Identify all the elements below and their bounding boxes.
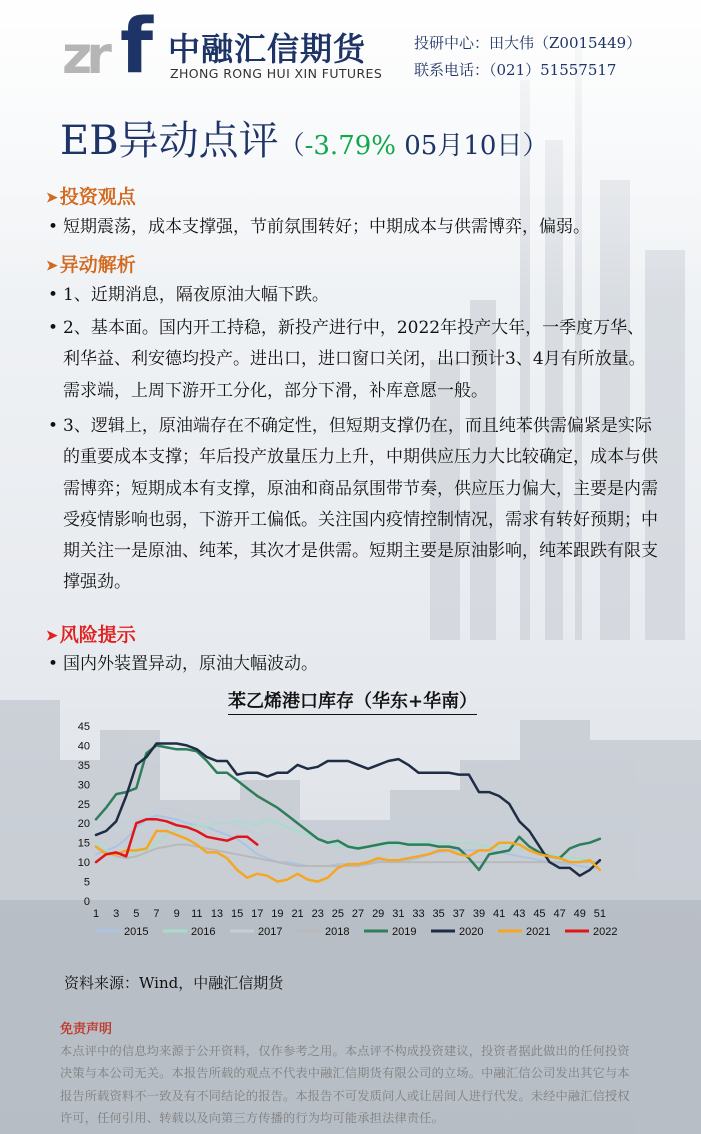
x-tick-label: 47 xyxy=(553,908,566,920)
company-name-cn: 中融汇信期货 xyxy=(168,30,367,68)
company-name-en: ZHONG RONG HUI XIN FUTURES xyxy=(170,66,383,81)
legend-label-2015: 2015 xyxy=(124,926,149,938)
x-tick-label: 31 xyxy=(392,908,405,920)
title-date: 05月10日） xyxy=(396,131,549,161)
x-tick-label: 13 xyxy=(210,908,224,920)
y-tick-label: 45 xyxy=(77,721,90,733)
bullet-text: 短期震荡，成本支撑强，节前氛围转好；中期成本与供需博弈，偏弱。 xyxy=(63,217,590,237)
section-heading-view xyxy=(46,182,136,209)
x-tick-label: 39 xyxy=(472,908,486,920)
y-tick-label: 15 xyxy=(77,837,90,850)
logo-letter-f: f xyxy=(120,1,154,90)
company-logo-mark xyxy=(62,1,162,90)
bullet-icon: • xyxy=(48,217,59,237)
y-tick-label: 30 xyxy=(77,779,90,792)
y-tick-label: 10 xyxy=(77,857,90,870)
x-tick-label: 19 xyxy=(271,908,284,920)
series-line-2019 xyxy=(96,745,600,870)
section-heading-analysis-label: 异动解析 xyxy=(59,254,136,276)
x-tick-label: 11 xyxy=(191,908,203,920)
list-item xyxy=(48,212,660,243)
legend-label-2016: 2016 xyxy=(191,926,216,938)
x-tick-label: 27 xyxy=(351,908,365,920)
x-tick-label: 3 xyxy=(113,908,120,920)
legend-label-2020: 2020 xyxy=(459,926,484,938)
section-heading-analysis xyxy=(46,250,136,277)
x-tick-label: 37 xyxy=(452,908,465,920)
x-tick-label: 21 xyxy=(291,908,304,920)
bullet-text: 国内外装置异动，原油大幅波动。 xyxy=(63,654,318,674)
bullet-text: 3、逻辑上，原油端存在不确定性，但短期支撑仍在，而且纯苯供需偏紧是实际的重要成本支撑；年后投产放量压力上升，中期供应压力大比较确定，成本与供需博弈；短期成本有支撑，原油和商品氛围带节奏，供应压力偏大，主要是内需受疫情影响也弱，下游开工偏低。关注国内疫情控制情况，需求有转好预期；中期关注一是原油、纯苯，其次才是供需。短期主要是原油影响，纯苯跟跌有限支撑强劲。 xyxy=(63,416,658,593)
chart-title: 苯乙烯港口库存（华东+华南） xyxy=(228,687,477,715)
y-tick-label: 40 xyxy=(77,740,90,753)
x-tick-label: 35 xyxy=(432,908,445,920)
data-source: 资料来源：Wind，中融汇信期货 xyxy=(64,974,284,992)
bullet-icon: • xyxy=(48,416,59,436)
section-heading-risk xyxy=(46,620,136,647)
x-tick-label: 45 xyxy=(533,908,546,920)
x-tick-label: 41 xyxy=(493,908,506,920)
legend-label-2021: 2021 xyxy=(526,926,551,938)
disclaimer-title: 免责声明 xyxy=(60,1022,113,1037)
section-heading-risk-label: 风险提示 xyxy=(59,624,136,646)
bullet-text: 2、基本面。国内开工持稳，新投产进行中，2022年投产大年，一季度万华、利华益、利安德均投产。进出口，进口窗口关闭，出口预计3、4月有所放量。需求端，上周下游开工分化，部分下滑，补库意愿一般。 xyxy=(63,318,646,401)
y-tick-label: 25 xyxy=(77,798,90,811)
bullet-icon: • xyxy=(48,318,59,338)
list-item xyxy=(48,649,660,680)
phone-contact: 联系电话：（021）51557517 xyxy=(414,61,617,79)
x-tick-label: 7 xyxy=(153,908,160,920)
y-tick-label: 20 xyxy=(77,818,90,831)
x-tick-label: 29 xyxy=(372,908,385,920)
logo-letters-zr: zr xyxy=(62,26,106,86)
legend-label-2022: 2022 xyxy=(593,926,618,938)
bullet-icon: • xyxy=(48,654,59,674)
list-item xyxy=(48,411,660,599)
y-tick-label: 35 xyxy=(77,759,90,772)
disclaimer-text: 本点评中的信息均来源于公开资料，仅作参考之用。本点评不构成投资建议，投资者据此做出的任何投资决策与本公司无关。本报告所载的观点不代表中融汇信期货有限公司的立场。中融汇信公司发出其它与本报告所载资料不一致及有不同结论的报告。本报告不可发质问人或让居间人进行代发。未经中融汇信授权许可，任何引用、转载以及向第三方传播的行为均可能承担法律责任。 xyxy=(60,1044,630,1126)
series-line-2017 xyxy=(96,808,600,870)
legend-label-2019: 2019 xyxy=(392,926,417,938)
x-tick-label: 9 xyxy=(173,908,180,920)
x-tick-label: 25 xyxy=(331,908,345,920)
page-title xyxy=(60,116,548,174)
x-tick-label: 15 xyxy=(230,908,244,920)
x-tick-label: 51 xyxy=(593,908,607,920)
arrow-icon: ➤ xyxy=(46,190,58,206)
x-tick-label: 43 xyxy=(513,908,526,920)
x-tick-label: 33 xyxy=(412,908,425,920)
y-tick-label: 5 xyxy=(83,876,90,889)
x-tick-label: 5 xyxy=(133,908,140,920)
title-percent-change: -3.79% xyxy=(304,131,396,161)
arrow-icon: ➤ xyxy=(46,258,58,274)
x-tick-label: 17 xyxy=(251,908,264,920)
title-paren-open: （ xyxy=(278,131,305,161)
list-item xyxy=(48,280,660,311)
bullet-text: 1、近期消息，隔夜原油大幅下跌。 xyxy=(63,285,329,305)
bullet-icon: • xyxy=(48,285,59,305)
x-tick-label: 1 xyxy=(92,908,100,920)
series-line-2022 xyxy=(96,819,257,862)
legend-label-2017: 2017 xyxy=(258,926,283,938)
y-tick-label: 0 xyxy=(83,896,90,908)
x-tick-label: 49 xyxy=(573,908,586,920)
inventory-line-chart xyxy=(60,712,640,952)
section-heading-view-label: 投资观点 xyxy=(59,186,136,208)
title-main: EB异动点评 xyxy=(60,118,279,164)
arrow-icon: ➤ xyxy=(46,628,58,644)
research-contact: 投研中心：田大伟（Z0015449） xyxy=(414,34,642,52)
legend-label-2018: 2018 xyxy=(325,926,350,938)
x-tick-label: 23 xyxy=(311,908,324,920)
list-item xyxy=(48,313,660,407)
